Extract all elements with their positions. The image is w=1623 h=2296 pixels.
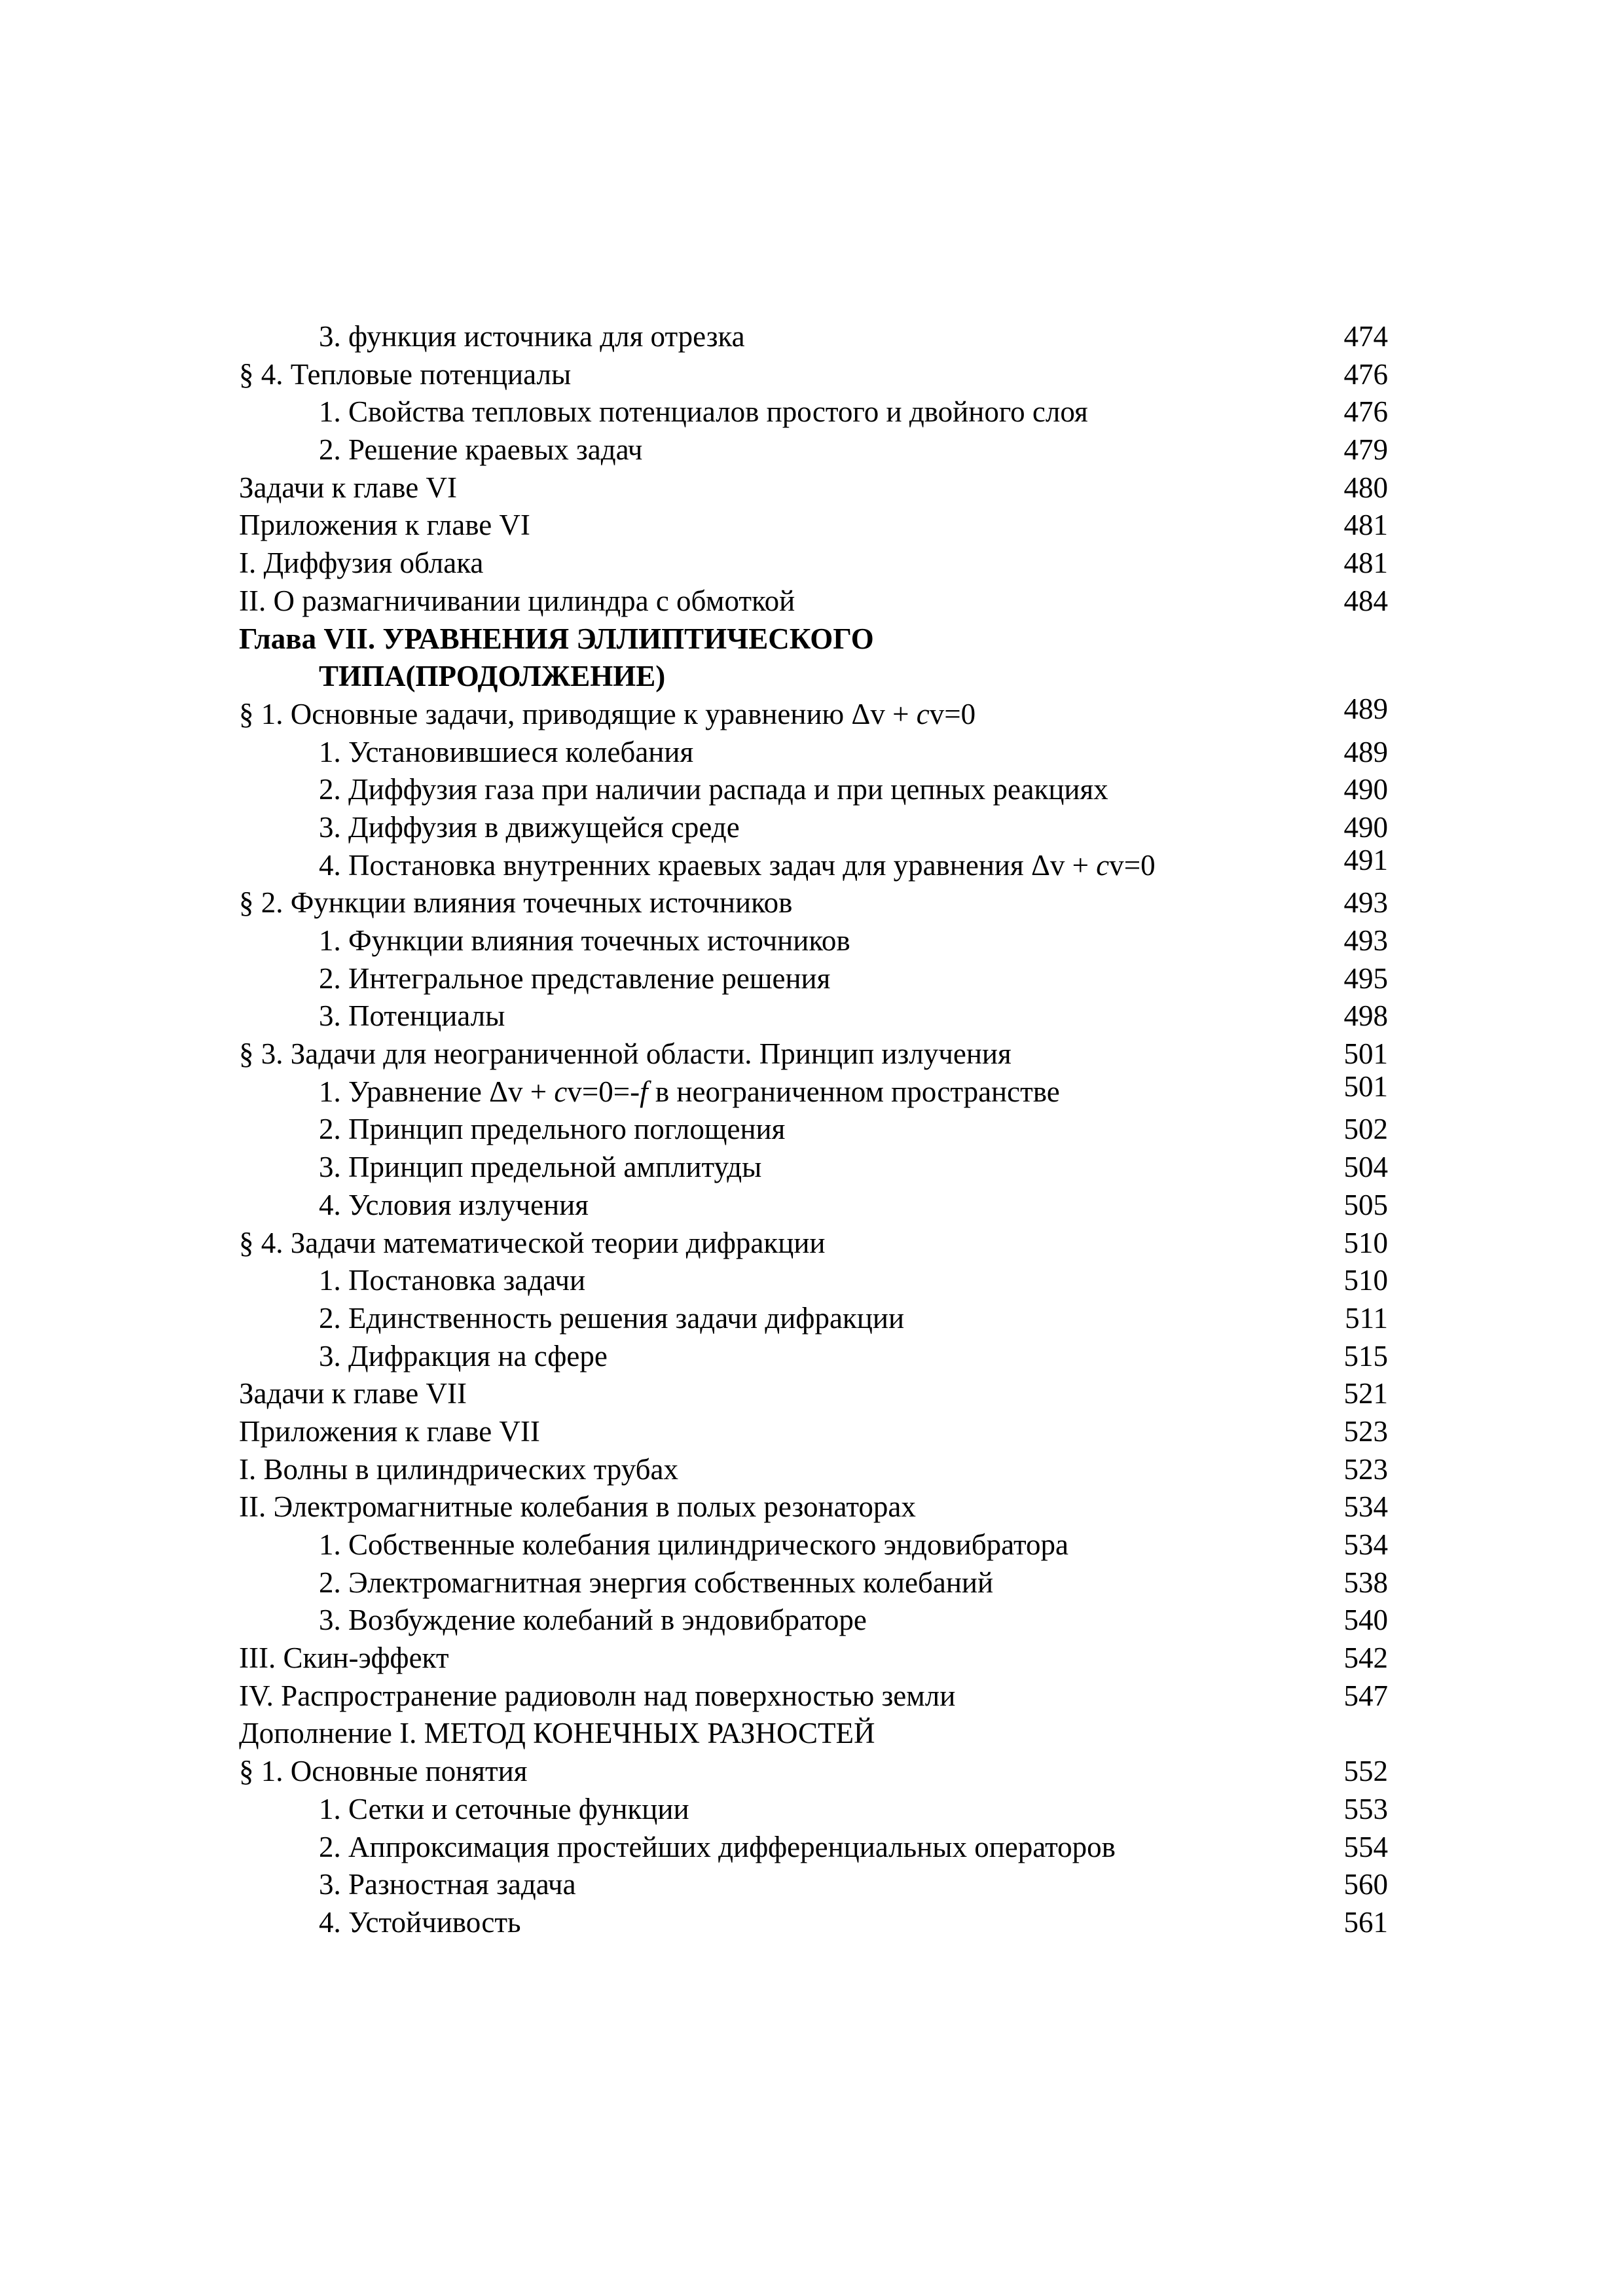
toc-entry-page-number: 479 (1343, 433, 1388, 467)
toc-entry-title: 1. Сетки и сеточные функции (319, 1792, 689, 1825)
toc-entry-page-number: 561 (1343, 1905, 1388, 1939)
toc-entry-page-number: 510 (1343, 1264, 1388, 1297)
toc-entry (0, 692, 1623, 734)
toc-entry-title: 2. Диффузия газа при наличии распада и при цепных реакциях (319, 773, 1108, 806)
toc-entry (0, 1753, 1623, 1791)
toc-entry (0, 393, 1623, 431)
toc-entry-page-number: 491 (1343, 843, 1388, 876)
toc-entry (0, 1640, 1623, 1677)
toc-entry-title: II. Электромагнитные колебания в полых резонаторах (239, 1490, 916, 1524)
toc-entry-page-number: 498 (1343, 999, 1388, 1033)
toc-entry-page-number: 481 (1343, 547, 1388, 580)
toc-entry-page-number: 480 (1343, 471, 1388, 504)
toc-entry-page-number: 489 (1343, 735, 1388, 768)
toc-entry-title: 2. Принцип предельного поглощения (319, 1113, 786, 1146)
toc-entry-page-number: 511 (1345, 1301, 1388, 1335)
toc-entry-title: I. Волны в цилиндрических трубах (239, 1452, 678, 1486)
toc-entry-title: 4. Устойчивость (319, 1905, 521, 1939)
toc-entry-title: § 4. Тепловые потенциалы (239, 357, 572, 391)
toc-entry-page-number: 523 (1343, 1452, 1388, 1486)
toc-entry (0, 1262, 1623, 1300)
toc-entry (0, 1451, 1623, 1489)
toc-entry-title: 4. Постановка внутренних краевых задач для уравнения Δv + cv=0 (319, 848, 1156, 882)
toc-entry-title: § 1. Основные задачи, приводящие к уравнению Δv + cv=0 (239, 697, 976, 730)
toc-entry (0, 1338, 1623, 1376)
toc-entry (0, 545, 1623, 583)
toc-entry-page-number: 489 (1343, 692, 1388, 725)
toc-entry-page-number: 490 (1343, 810, 1388, 844)
toc-entry (0, 1300, 1623, 1338)
toc-entry-page-number: 495 (1343, 961, 1388, 995)
toc-entry-title: 1. Функции влияния точечных источников (319, 924, 850, 957)
toc-entry-title: Глава VII. УРАВНЕНИЯ ЭЛЛИПТИЧЕСКОГО (239, 622, 874, 655)
toc-entry-title: 3. Возбуждение колебаний в эндовибраторе (319, 1604, 867, 1637)
toc-entry-title: III. Скин-эффект (239, 1641, 449, 1675)
toc-entry-page-number: 502 (1343, 1113, 1388, 1146)
toc-entry-title: IV. Распространение радиоволн над поверхностью земли (239, 1679, 956, 1712)
toc-entry (0, 1526, 1623, 1564)
toc-entry-page-number: 547 (1343, 1679, 1388, 1712)
toc-entry (0, 583, 1623, 620)
toc-entry-title: 2. Электромагнитная энергия собственных колебаний (319, 1566, 994, 1599)
toc-entry-title: 2. Решение краевых задач (319, 433, 643, 467)
toc-entry (0, 1677, 1623, 1715)
toc-entry (0, 1866, 1623, 1904)
toc-entry (0, 1225, 1623, 1263)
toc-entry-page-number: 538 (1343, 1566, 1388, 1599)
toc-entry (0, 1602, 1623, 1640)
toc-entry-title: 1. Установившиеся колебания (319, 735, 694, 768)
toc-entry-page-number: 560 (1343, 1868, 1388, 1901)
toc-entry-title: § 3. Задачи для неограниченной области. Принцип излучения (239, 1037, 1012, 1071)
toc-entry-title: 1. Уравнение Δv + cv=0=-f в неограниченном пространстве (319, 1075, 1060, 1108)
toc-entry-page-number: 553 (1343, 1792, 1388, 1825)
toc-entry-page-number: 534 (1343, 1528, 1388, 1561)
toc-entry-title: Задачи к главе VII (239, 1377, 467, 1410)
toc-entry (0, 1791, 1623, 1829)
toc-entry-page-number: 501 (1343, 1037, 1388, 1071)
toc-entry (0, 997, 1623, 1035)
toc-entry (0, 1829, 1623, 1867)
toc-entry-page-number: 505 (1343, 1188, 1388, 1221)
toc-entry-title: 2. Аппроксимация простейших дифференциальных операторов (319, 1830, 1116, 1863)
toc-entry (0, 1413, 1623, 1451)
toc-entry-page-number: 515 (1343, 1339, 1388, 1372)
toc-entry-title: 1. Свойства тепловых потенциалов простого и двойного слоя (319, 395, 1088, 429)
toc-entry (0, 843, 1623, 885)
table-of-contents (0, 318, 1623, 1942)
toc-entry-page-number: 501 (1343, 1069, 1388, 1103)
toc-entry (0, 960, 1623, 998)
toc-entry (0, 1904, 1623, 1942)
toc-entry-page-number: 510 (1343, 1226, 1388, 1259)
toc-entry (0, 1715, 1623, 1753)
toc-entry-page-number: 476 (1343, 357, 1388, 391)
toc-entry-title: Задачи к главе VI (239, 471, 457, 504)
toc-entry-page-number: 542 (1343, 1641, 1388, 1675)
toc-entry (0, 318, 1623, 356)
toc-entry (0, 1069, 1623, 1111)
toc-entry-title: 2. Интегральное представление решения (319, 961, 831, 995)
toc-entry-page-number: 474 (1343, 320, 1388, 353)
toc-entry (0, 356, 1623, 394)
toc-entry (0, 431, 1623, 469)
toc-entry (0, 884, 1623, 922)
toc-entry-page-number: 484 (1343, 584, 1388, 617)
toc-entry-title: 3. Принцип предельной амплитуды (319, 1151, 762, 1184)
toc-entry (0, 1187, 1623, 1225)
toc-entry (0, 1564, 1623, 1602)
toc-entry-title: 3. функция источника для отрезка (319, 320, 745, 353)
toc-entry-title: 4. Условия излучения (319, 1188, 589, 1221)
toc-entry-page-number: 476 (1343, 395, 1388, 429)
toc-entry-title: Приложения к главе VII (239, 1414, 540, 1448)
toc-entry-title: II. О размагничивании цилиндра с обмоткой (239, 584, 795, 617)
toc-entry-page-number: 540 (1343, 1604, 1388, 1637)
toc-entry-page-number: 490 (1343, 773, 1388, 806)
toc-entry-page-number: 493 (1343, 924, 1388, 957)
toc-entry-page-number: 481 (1343, 509, 1388, 542)
toc-entry-page-number: 554 (1343, 1830, 1388, 1863)
toc-entry-title: § 2. Функции влияния точечных источников (239, 886, 793, 920)
toc-entry (0, 469, 1623, 507)
toc-entry (0, 1111, 1623, 1149)
toc-entry (0, 922, 1623, 960)
toc-entry-title: 3. Диффузия в движущейся среде (319, 810, 740, 844)
toc-entry-page-number: 523 (1343, 1414, 1388, 1448)
toc-entry-title: 2. Единственность решения задачи дифракции (319, 1301, 905, 1335)
toc-entry (0, 1149, 1623, 1187)
toc-entry (0, 734, 1623, 772)
toc-entry-title: § 1. Основные понятия (239, 1755, 528, 1788)
toc-entry-title: Дополнение I. МЕТОД КОНЕЧНЫХ РАЗНОСТЕЙ (239, 1717, 875, 1750)
toc-entry-title: 3. Разностная задача (319, 1868, 576, 1901)
toc-entry-title: 3. Потенциалы (319, 999, 505, 1033)
toc-entry (0, 771, 1623, 809)
toc-entry-title: Приложения к главе VI (239, 509, 530, 542)
toc-entry (0, 1488, 1623, 1526)
toc-entry (0, 507, 1623, 545)
toc-entry-title: ТИПА(ПРОДОЛЖЕНИЕ) (319, 660, 666, 693)
toc-entry-title: 1. Собственные колебания цилиндрического эндовибратора (319, 1528, 1069, 1561)
toc-entry-title: 3. Дифракция на сфере (319, 1339, 608, 1372)
toc-entry (0, 620, 1623, 658)
toc-entry-page-number: 552 (1343, 1755, 1388, 1788)
toc-entry-page-number: 521 (1343, 1377, 1388, 1410)
toc-entry-title: 1. Постановка задачи (319, 1264, 586, 1297)
toc-entry-title: I. Диффузия облака (239, 547, 484, 580)
toc-entry-page-number: 504 (1343, 1151, 1388, 1184)
toc-entry-page-number: 493 (1343, 886, 1388, 920)
toc-entry-title: § 4. Задачи математической теории дифракции (239, 1226, 826, 1259)
toc-entry (0, 1375, 1623, 1413)
toc-entry-page-number: 534 (1343, 1490, 1388, 1524)
